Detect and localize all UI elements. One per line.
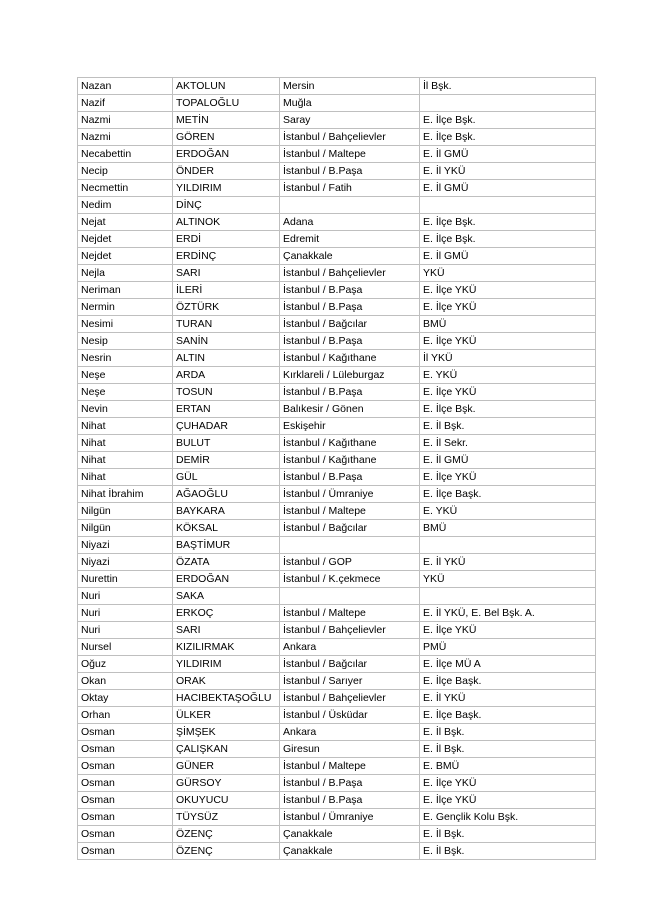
first-name-cell: Necmettin: [78, 180, 173, 197]
surname-cell: GÜNER: [173, 758, 280, 775]
title-cell: E. İlçe YKÜ: [420, 282, 596, 299]
surname-cell: GÜRSOY: [173, 775, 280, 792]
title-cell: E. İlçe Bşk.: [420, 401, 596, 418]
location-cell: İstanbul / Ümraniye: [280, 809, 420, 826]
surname-cell: ÖZENÇ: [173, 843, 280, 860]
location-cell: İstanbul / Sarıyer: [280, 673, 420, 690]
location-cell: Balıkesir / Gönen: [280, 401, 420, 418]
first-name-cell: Nilgün: [78, 520, 173, 537]
first-name-cell: Nesimi: [78, 316, 173, 333]
surname-cell: AKTOLUN: [173, 78, 280, 95]
title-cell: YKÜ: [420, 265, 596, 282]
surname-cell: HACIBEKTAŞOĞLU: [173, 690, 280, 707]
location-cell: İstanbul / Bahçelievler: [280, 622, 420, 639]
location-cell: İstanbul / Maltepe: [280, 605, 420, 622]
surname-cell: ÇALIŞKAN: [173, 741, 280, 758]
first-name-cell: Nilgün: [78, 503, 173, 520]
first-name-cell: Osman: [78, 826, 173, 843]
title-cell: E. İlçe YKÜ: [420, 775, 596, 792]
title-cell: E. İl YKÜ, E. Bel Bşk. A.: [420, 605, 596, 622]
table-row: [78, 384, 596, 401]
title-cell: E. İl Bşk.: [420, 826, 596, 843]
first-name-cell: Neşe: [78, 384, 173, 401]
location-cell: İstanbul / Maltepe: [280, 758, 420, 775]
title-cell: E. İlçe YKÜ: [420, 384, 596, 401]
title-cell: E. İl GMÜ: [420, 146, 596, 163]
first-name-cell: Nuri: [78, 605, 173, 622]
location-cell: Saray: [280, 112, 420, 129]
location-cell: İstanbul / B.Paşa: [280, 299, 420, 316]
first-name-cell: Oktay: [78, 690, 173, 707]
table-row: [78, 792, 596, 809]
title-cell: E. Gençlik Kolu Bşk.: [420, 809, 596, 826]
title-cell: E. İlçe Bşk.: [420, 129, 596, 146]
location-cell: İstanbul / Bağcılar: [280, 520, 420, 537]
first-name-cell: Nejdet: [78, 231, 173, 248]
surname-cell: ÖZATA: [173, 554, 280, 571]
first-name-cell: Neriman: [78, 282, 173, 299]
first-name-cell: Oğuz: [78, 656, 173, 673]
table-row: [78, 163, 596, 180]
first-name-cell: Osman: [78, 809, 173, 826]
surname-cell: ORAK: [173, 673, 280, 690]
first-name-cell: Nazan: [78, 78, 173, 95]
first-name-cell: Nejdet: [78, 248, 173, 265]
table-row: [78, 673, 596, 690]
table-row: [78, 486, 596, 503]
table-row: [78, 656, 596, 673]
table-row: [78, 112, 596, 129]
first-name-cell: Niyazi: [78, 554, 173, 571]
surname-cell: ÖZENÇ: [173, 826, 280, 843]
surname-cell: DİNÇ: [173, 197, 280, 214]
location-cell: Edremit: [280, 231, 420, 248]
title-cell: BMÜ: [420, 520, 596, 537]
surname-cell: ERDİNÇ: [173, 248, 280, 265]
surname-cell: ERDİ: [173, 231, 280, 248]
title-cell: E. İlçe Başk.: [420, 707, 596, 724]
table-row: [78, 231, 596, 248]
surname-cell: GÜL: [173, 469, 280, 486]
table-row: [78, 146, 596, 163]
location-cell: [280, 537, 420, 554]
location-cell: [280, 197, 420, 214]
title-cell: [420, 95, 596, 112]
location-cell: İstanbul / Üsküdar: [280, 707, 420, 724]
location-cell: Muğla: [280, 95, 420, 112]
location-cell: [280, 588, 420, 605]
table-row: [78, 605, 596, 622]
table-row: [78, 639, 596, 656]
location-cell: İstanbul / B.Paşa: [280, 469, 420, 486]
first-name-cell: Orhan: [78, 707, 173, 724]
surname-cell: ERDOĞAN: [173, 146, 280, 163]
table-row: [78, 95, 596, 112]
table-row: [78, 690, 596, 707]
surname-cell: DEMİR: [173, 452, 280, 469]
first-name-cell: Nejat: [78, 214, 173, 231]
location-cell: İstanbul / Kağıthane: [280, 452, 420, 469]
location-cell: Çanakkale: [280, 248, 420, 265]
location-cell: Ankara: [280, 639, 420, 656]
first-name-cell: Osman: [78, 758, 173, 775]
first-name-cell: Nedim: [78, 197, 173, 214]
title-cell: E. İlçe YKÜ: [420, 299, 596, 316]
location-cell: İstanbul / Maltepe: [280, 146, 420, 163]
surname-cell: ALTIN: [173, 350, 280, 367]
location-cell: Mersin: [280, 78, 420, 95]
surname-cell: SAKA: [173, 588, 280, 605]
first-name-cell: Okan: [78, 673, 173, 690]
table-row: [78, 248, 596, 265]
first-name-cell: Nazmi: [78, 129, 173, 146]
title-cell: İl YKÜ: [420, 350, 596, 367]
surname-cell: TOPALOĞLU: [173, 95, 280, 112]
surname-cell: GÖREN: [173, 129, 280, 146]
location-cell: Çanakkale: [280, 826, 420, 843]
title-cell: E. İlçe Başk.: [420, 673, 596, 690]
table-row: [78, 707, 596, 724]
first-name-cell: Nuri: [78, 588, 173, 605]
title-cell: E. İlçe YKÜ: [420, 469, 596, 486]
table-row: [78, 367, 596, 384]
first-name-cell: Nazmi: [78, 112, 173, 129]
first-name-cell: Niyazi: [78, 537, 173, 554]
surname-cell: ERTAN: [173, 401, 280, 418]
location-cell: İstanbul / Bahçelievler: [280, 690, 420, 707]
title-cell: E. İlçe YKÜ: [420, 622, 596, 639]
location-cell: İstanbul / B.Paşa: [280, 333, 420, 350]
surname-cell: ALTINOK: [173, 214, 280, 231]
first-name-cell: Nuri: [78, 622, 173, 639]
first-name-cell: Nihat: [78, 452, 173, 469]
table-row: [78, 503, 596, 520]
table-row: [78, 826, 596, 843]
table-row: [78, 724, 596, 741]
table-row: [78, 350, 596, 367]
title-cell: E. İlçe YKÜ: [420, 792, 596, 809]
surname-cell: AĞAOĞLU: [173, 486, 280, 503]
table-row: [78, 129, 596, 146]
table-row: [78, 758, 596, 775]
title-cell: E. İl Bşk.: [420, 724, 596, 741]
title-cell: E. İlçe Bşk.: [420, 214, 596, 231]
first-name-cell: Osman: [78, 775, 173, 792]
table-row: [78, 180, 596, 197]
table-row: [78, 741, 596, 758]
surname-cell: BULUT: [173, 435, 280, 452]
first-name-cell: Osman: [78, 843, 173, 860]
location-cell: Çanakkale: [280, 843, 420, 860]
title-cell: [420, 588, 596, 605]
location-cell: İstanbul / Bahçelievler: [280, 129, 420, 146]
title-cell: E. İl GMÜ: [420, 452, 596, 469]
surname-cell: YILDIRIM: [173, 180, 280, 197]
location-cell: İstanbul / Kağıthane: [280, 350, 420, 367]
table-row: [78, 316, 596, 333]
surname-cell: OKUYUCU: [173, 792, 280, 809]
table-row: [78, 435, 596, 452]
table-row: [78, 469, 596, 486]
title-cell: E. İlçe YKÜ: [420, 333, 596, 350]
member-table: [77, 77, 596, 860]
table-row: [78, 333, 596, 350]
first-name-cell: Osman: [78, 741, 173, 758]
table-row: [78, 537, 596, 554]
title-cell: [420, 537, 596, 554]
table-row: [78, 78, 596, 95]
first-name-cell: Nursel: [78, 639, 173, 656]
title-cell: E. İl YKÜ: [420, 690, 596, 707]
surname-cell: SANİN: [173, 333, 280, 350]
surname-cell: ERKOÇ: [173, 605, 280, 622]
surname-cell: ÖZTÜRK: [173, 299, 280, 316]
location-cell: İstanbul / Kağıthane: [280, 435, 420, 452]
first-name-cell: Nurettin: [78, 571, 173, 588]
first-name-cell: Nesip: [78, 333, 173, 350]
first-name-cell: Nihat: [78, 418, 173, 435]
first-name-cell: Necip: [78, 163, 173, 180]
first-name-cell: Osman: [78, 724, 173, 741]
location-cell: İstanbul / B.Paşa: [280, 384, 420, 401]
first-name-cell: Nihat: [78, 469, 173, 486]
title-cell: E. İl Sekr.: [420, 435, 596, 452]
first-name-cell: Neşe: [78, 367, 173, 384]
table-row: [78, 282, 596, 299]
surname-cell: METİN: [173, 112, 280, 129]
location-cell: Giresun: [280, 741, 420, 758]
title-cell: [420, 197, 596, 214]
location-cell: Eskişehir: [280, 418, 420, 435]
location-cell: İstanbul / GOP: [280, 554, 420, 571]
title-cell: E. YKÜ: [420, 367, 596, 384]
table-row: [78, 622, 596, 639]
member-table-body: [78, 78, 596, 860]
surname-cell: YILDIRIM: [173, 656, 280, 673]
location-cell: İstanbul / B.Paşa: [280, 282, 420, 299]
title-cell: BMÜ: [420, 316, 596, 333]
first-name-cell: Nihat İbrahim: [78, 486, 173, 503]
table-row: [78, 197, 596, 214]
table-row: [78, 299, 596, 316]
first-name-cell: Nejla: [78, 265, 173, 282]
first-name-cell: Nermin: [78, 299, 173, 316]
first-name-cell: Nevin: [78, 401, 173, 418]
surname-cell: ÖNDER: [173, 163, 280, 180]
table-row: [78, 452, 596, 469]
table-row: [78, 265, 596, 282]
surname-cell: KIZILIRMAK: [173, 639, 280, 656]
surname-cell: İLERİ: [173, 282, 280, 299]
title-cell: E. İlçe Bşk.: [420, 112, 596, 129]
location-cell: İstanbul / Bağcılar: [280, 316, 420, 333]
title-cell: E. İlçe MÜ A: [420, 656, 596, 673]
surname-cell: TURAN: [173, 316, 280, 333]
first-name-cell: Nihat: [78, 435, 173, 452]
title-cell: YKÜ: [420, 571, 596, 588]
surname-cell: BAYKARA: [173, 503, 280, 520]
table-row: [78, 401, 596, 418]
table-row: [78, 571, 596, 588]
table-row: [78, 214, 596, 231]
location-cell: İstanbul / K.çekmece: [280, 571, 420, 588]
table-row: [78, 775, 596, 792]
location-cell: İstanbul / B.Paşa: [280, 775, 420, 792]
surname-cell: ERDOĞAN: [173, 571, 280, 588]
first-name-cell: Osman: [78, 792, 173, 809]
title-cell: PMÜ: [420, 639, 596, 656]
surname-cell: ARDA: [173, 367, 280, 384]
location-cell: İstanbul / Bağcılar: [280, 656, 420, 673]
surname-cell: ÇUHADAR: [173, 418, 280, 435]
title-cell: E. BMÜ: [420, 758, 596, 775]
first-name-cell: Nazif: [78, 95, 173, 112]
title-cell: E. İlçe Başk.: [420, 486, 596, 503]
location-cell: İstanbul / B.Paşa: [280, 792, 420, 809]
table-row: [78, 809, 596, 826]
first-name-cell: Nesrin: [78, 350, 173, 367]
title-cell: E. İl Bşk.: [420, 843, 596, 860]
location-cell: İstanbul / Fatih: [280, 180, 420, 197]
location-cell: İstanbul / Bahçelievler: [280, 265, 420, 282]
location-cell: İstanbul / Maltepe: [280, 503, 420, 520]
title-cell: E. İlçe Bşk.: [420, 231, 596, 248]
table-row: [78, 588, 596, 605]
table-row: [78, 843, 596, 860]
first-name-cell: Necabettin: [78, 146, 173, 163]
location-cell: Kırklareli / Lüleburgaz: [280, 367, 420, 384]
table-row: [78, 520, 596, 537]
location-cell: İstanbul / B.Paşa: [280, 163, 420, 180]
table-row: [78, 418, 596, 435]
surname-cell: SARI: [173, 622, 280, 639]
surname-cell: KÖKSAL: [173, 520, 280, 537]
location-cell: İstanbul / Ümraniye: [280, 486, 420, 503]
title-cell: E. İl GMÜ: [420, 248, 596, 265]
location-cell: Ankara: [280, 724, 420, 741]
surname-cell: ÜLKER: [173, 707, 280, 724]
title-cell: E. İl GMÜ: [420, 180, 596, 197]
surname-cell: ŞİMŞEK: [173, 724, 280, 741]
surname-cell: BAŞTİMUR: [173, 537, 280, 554]
surname-cell: TÜYSÜZ: [173, 809, 280, 826]
surname-cell: SARI: [173, 265, 280, 282]
title-cell: E. İl YKÜ: [420, 163, 596, 180]
table-row: [78, 554, 596, 571]
title-cell: E. İl Bşk.: [420, 741, 596, 758]
location-cell: Adana: [280, 214, 420, 231]
title-cell: E. YKÜ: [420, 503, 596, 520]
title-cell: E. İl YKÜ: [420, 554, 596, 571]
title-cell: İl Bşk.: [420, 78, 596, 95]
surname-cell: TOSUN: [173, 384, 280, 401]
title-cell: E. İl Bşk.: [420, 418, 596, 435]
